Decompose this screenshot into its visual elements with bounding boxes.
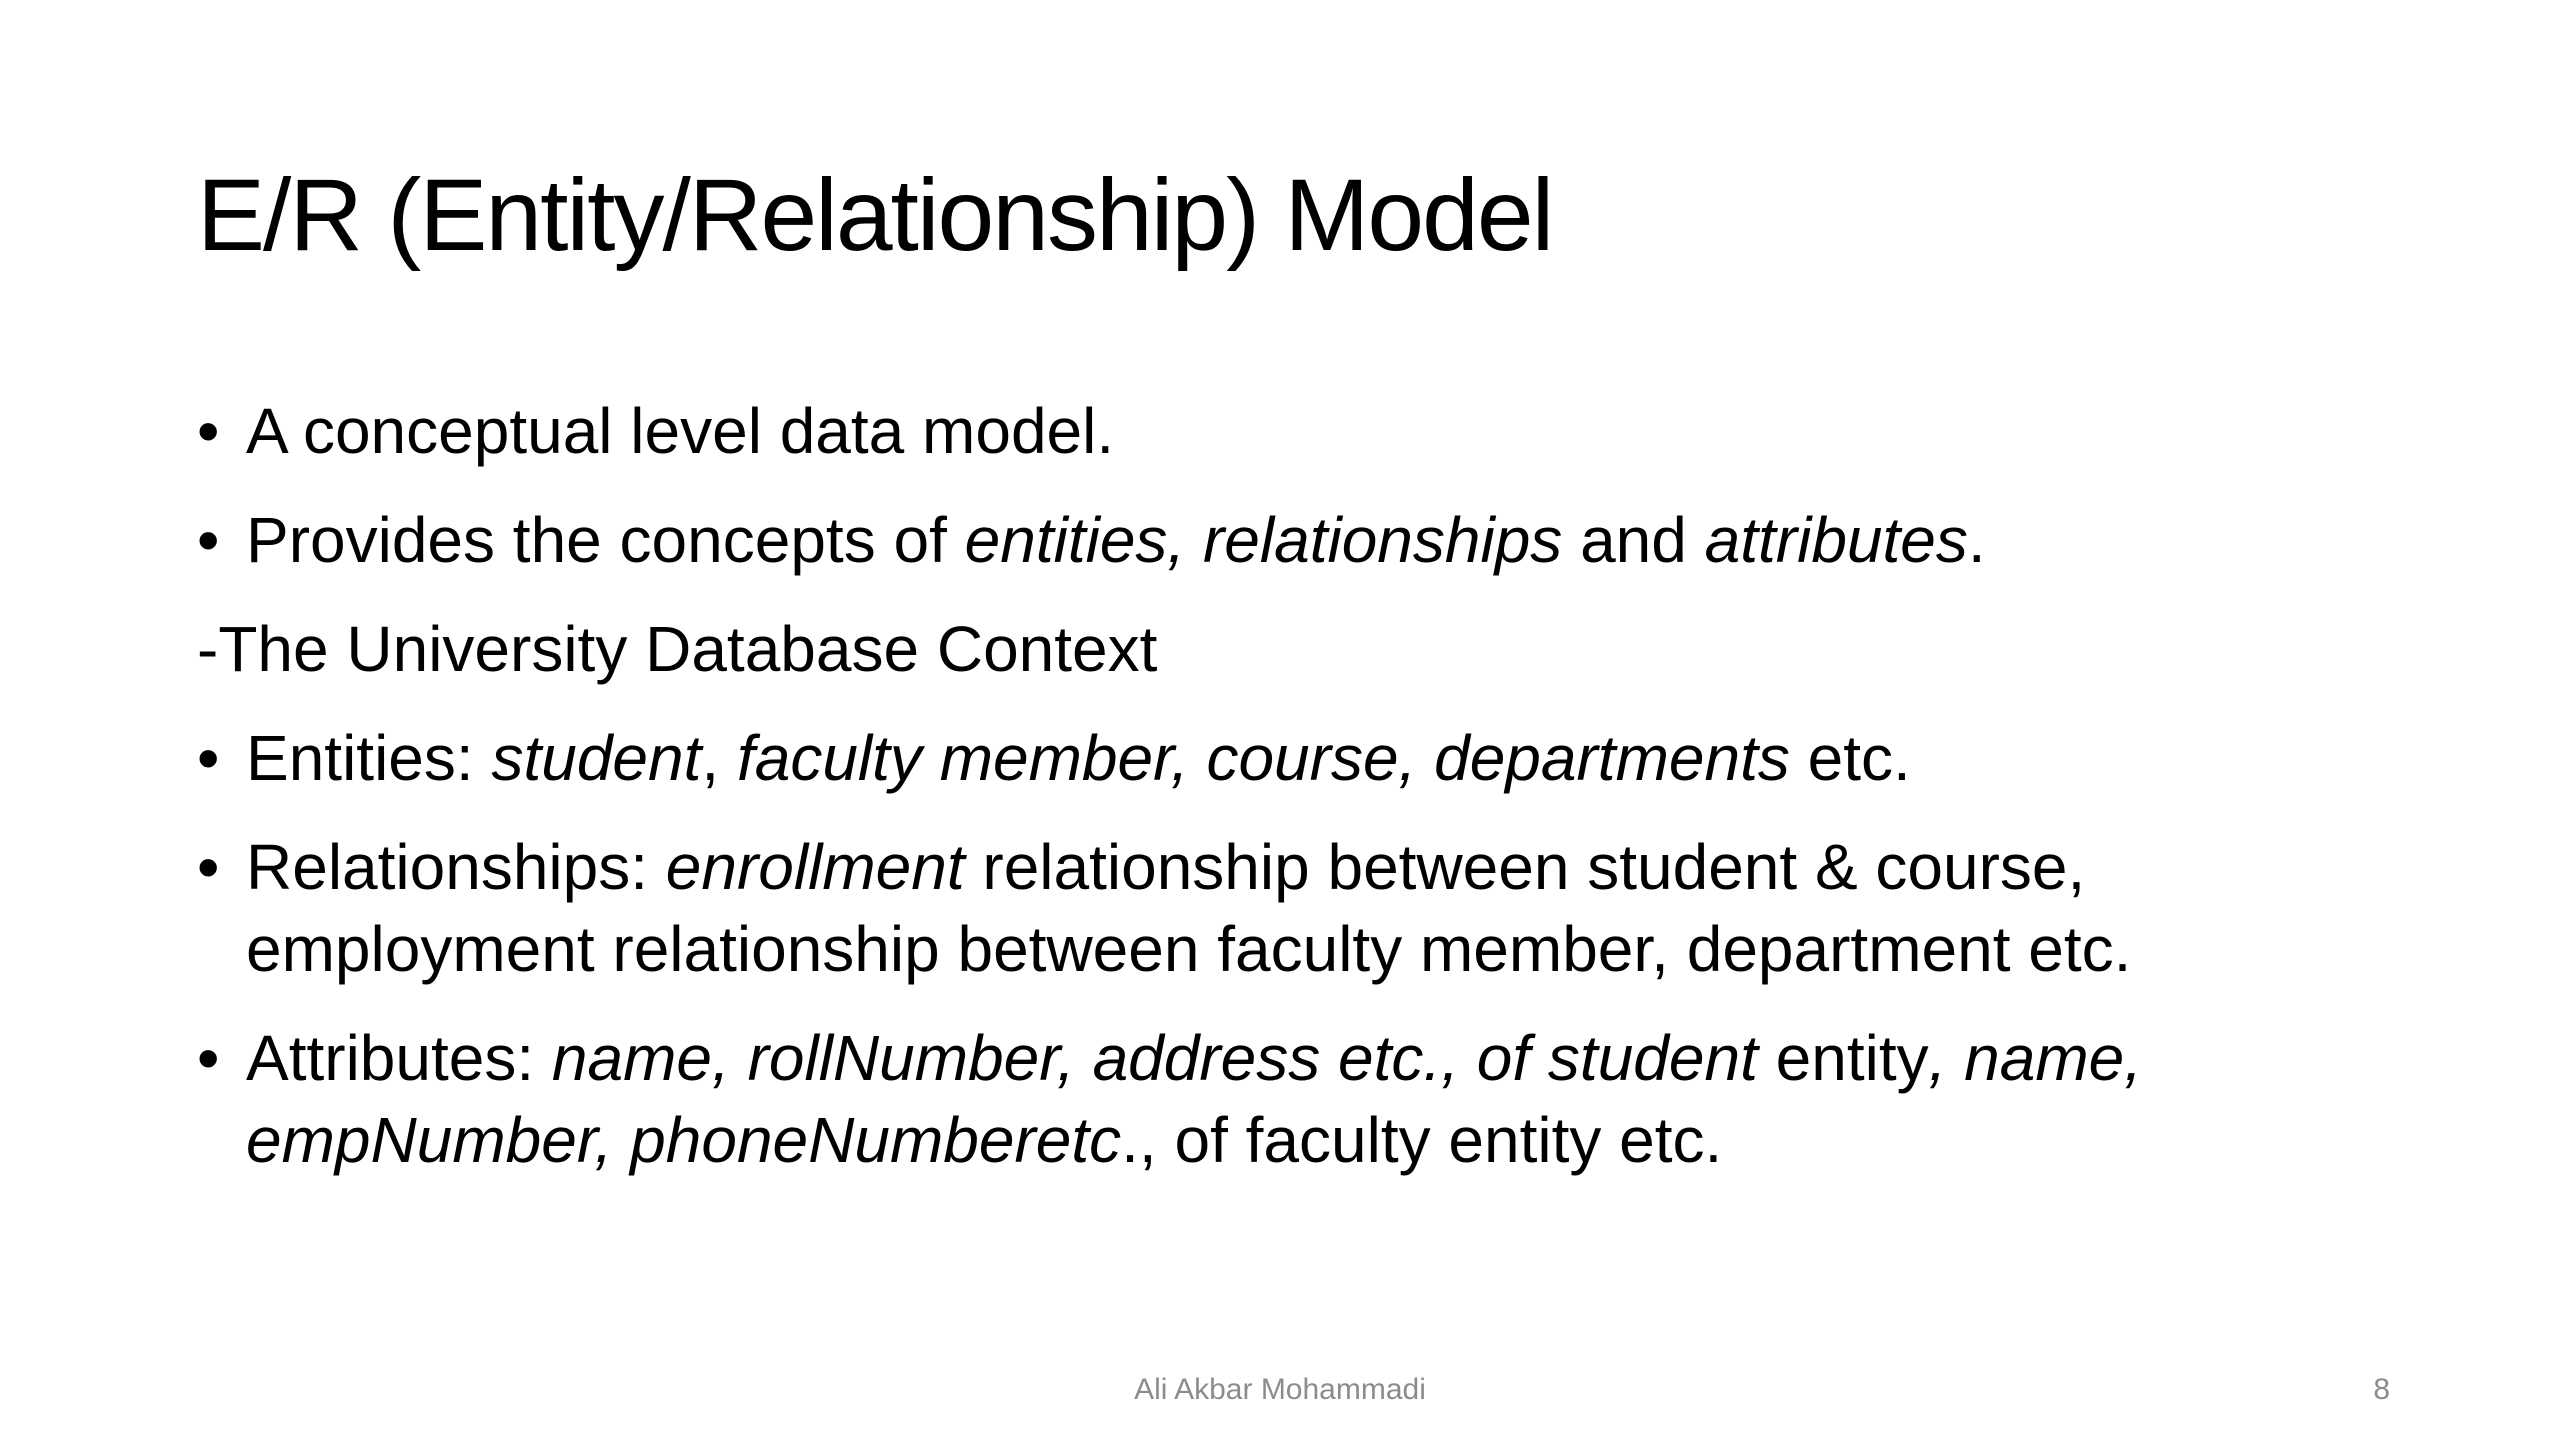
text-line: [246, 826, 2397, 908]
bullet-marker: •: [197, 504, 220, 576]
text-run: and: [1562, 504, 1705, 576]
text-run: entity: [1757, 1022, 1929, 1094]
text-run: Relationships:: [246, 831, 666, 903]
bullet-item: [197, 390, 2397, 472]
bullet-marker: •: [197, 722, 220, 794]
text-line: [246, 1099, 2397, 1181]
bullet-marker: •: [197, 831, 220, 903]
bullet-marker: •: [197, 1022, 220, 1094]
plain-paragraph: [197, 608, 2397, 690]
text-run: etc.: [1789, 722, 1911, 794]
text-run: Provides the concepts of: [246, 504, 965, 576]
text-line: [197, 608, 2397, 690]
slide-title: E/R (Entity/Relationship) Model: [197, 158, 1553, 272]
text-line: [246, 499, 2397, 581]
slide-number: 8: [2373, 1373, 2390, 1406]
text-run: Entities:: [246, 722, 492, 794]
italic-text-run: faculty member, course, departments: [736, 722, 1790, 794]
italic-text-run: enrollment: [665, 831, 965, 903]
bullet-item: [197, 717, 2397, 799]
text-run: -The University Database Context: [197, 613, 1158, 685]
bullet-marker: •: [197, 395, 220, 467]
italic-text-run: name, rollNumber, address etc., of student: [551, 1022, 1758, 1094]
text-line: [246, 717, 2397, 799]
bullet-item: [197, 499, 2397, 581]
italic-text-run: attributes: [1704, 504, 1968, 576]
text-run: employment relationship between faculty member, department etc.: [246, 913, 2132, 985]
text-line: [246, 908, 2397, 990]
text-run: relationship between student & course,: [964, 831, 2086, 903]
text-line: [246, 390, 2397, 472]
text-run: ,: [701, 722, 737, 794]
text-run: A conceptual level data model.: [246, 395, 1115, 467]
italic-text-run: entities, relationships: [964, 504, 1563, 576]
text-run: Attributes:: [246, 1022, 552, 1094]
italic-text-run: , name,: [1928, 1022, 2143, 1094]
bullet-item: [197, 1017, 2397, 1181]
italic-text-run: empNumber, phoneNumberetc: [246, 1104, 1122, 1176]
text-run: ., of faculty entity etc.: [1121, 1104, 1723, 1176]
text-run: .: [1967, 504, 1986, 576]
text-line: [246, 1017, 2397, 1099]
slide-body: [197, 390, 2397, 1208]
italic-text-run: student: [491, 722, 702, 794]
bullet-item: [197, 826, 2397, 990]
footer-author: Ali Akbar Mohammadi: [1134, 1373, 1426, 1406]
